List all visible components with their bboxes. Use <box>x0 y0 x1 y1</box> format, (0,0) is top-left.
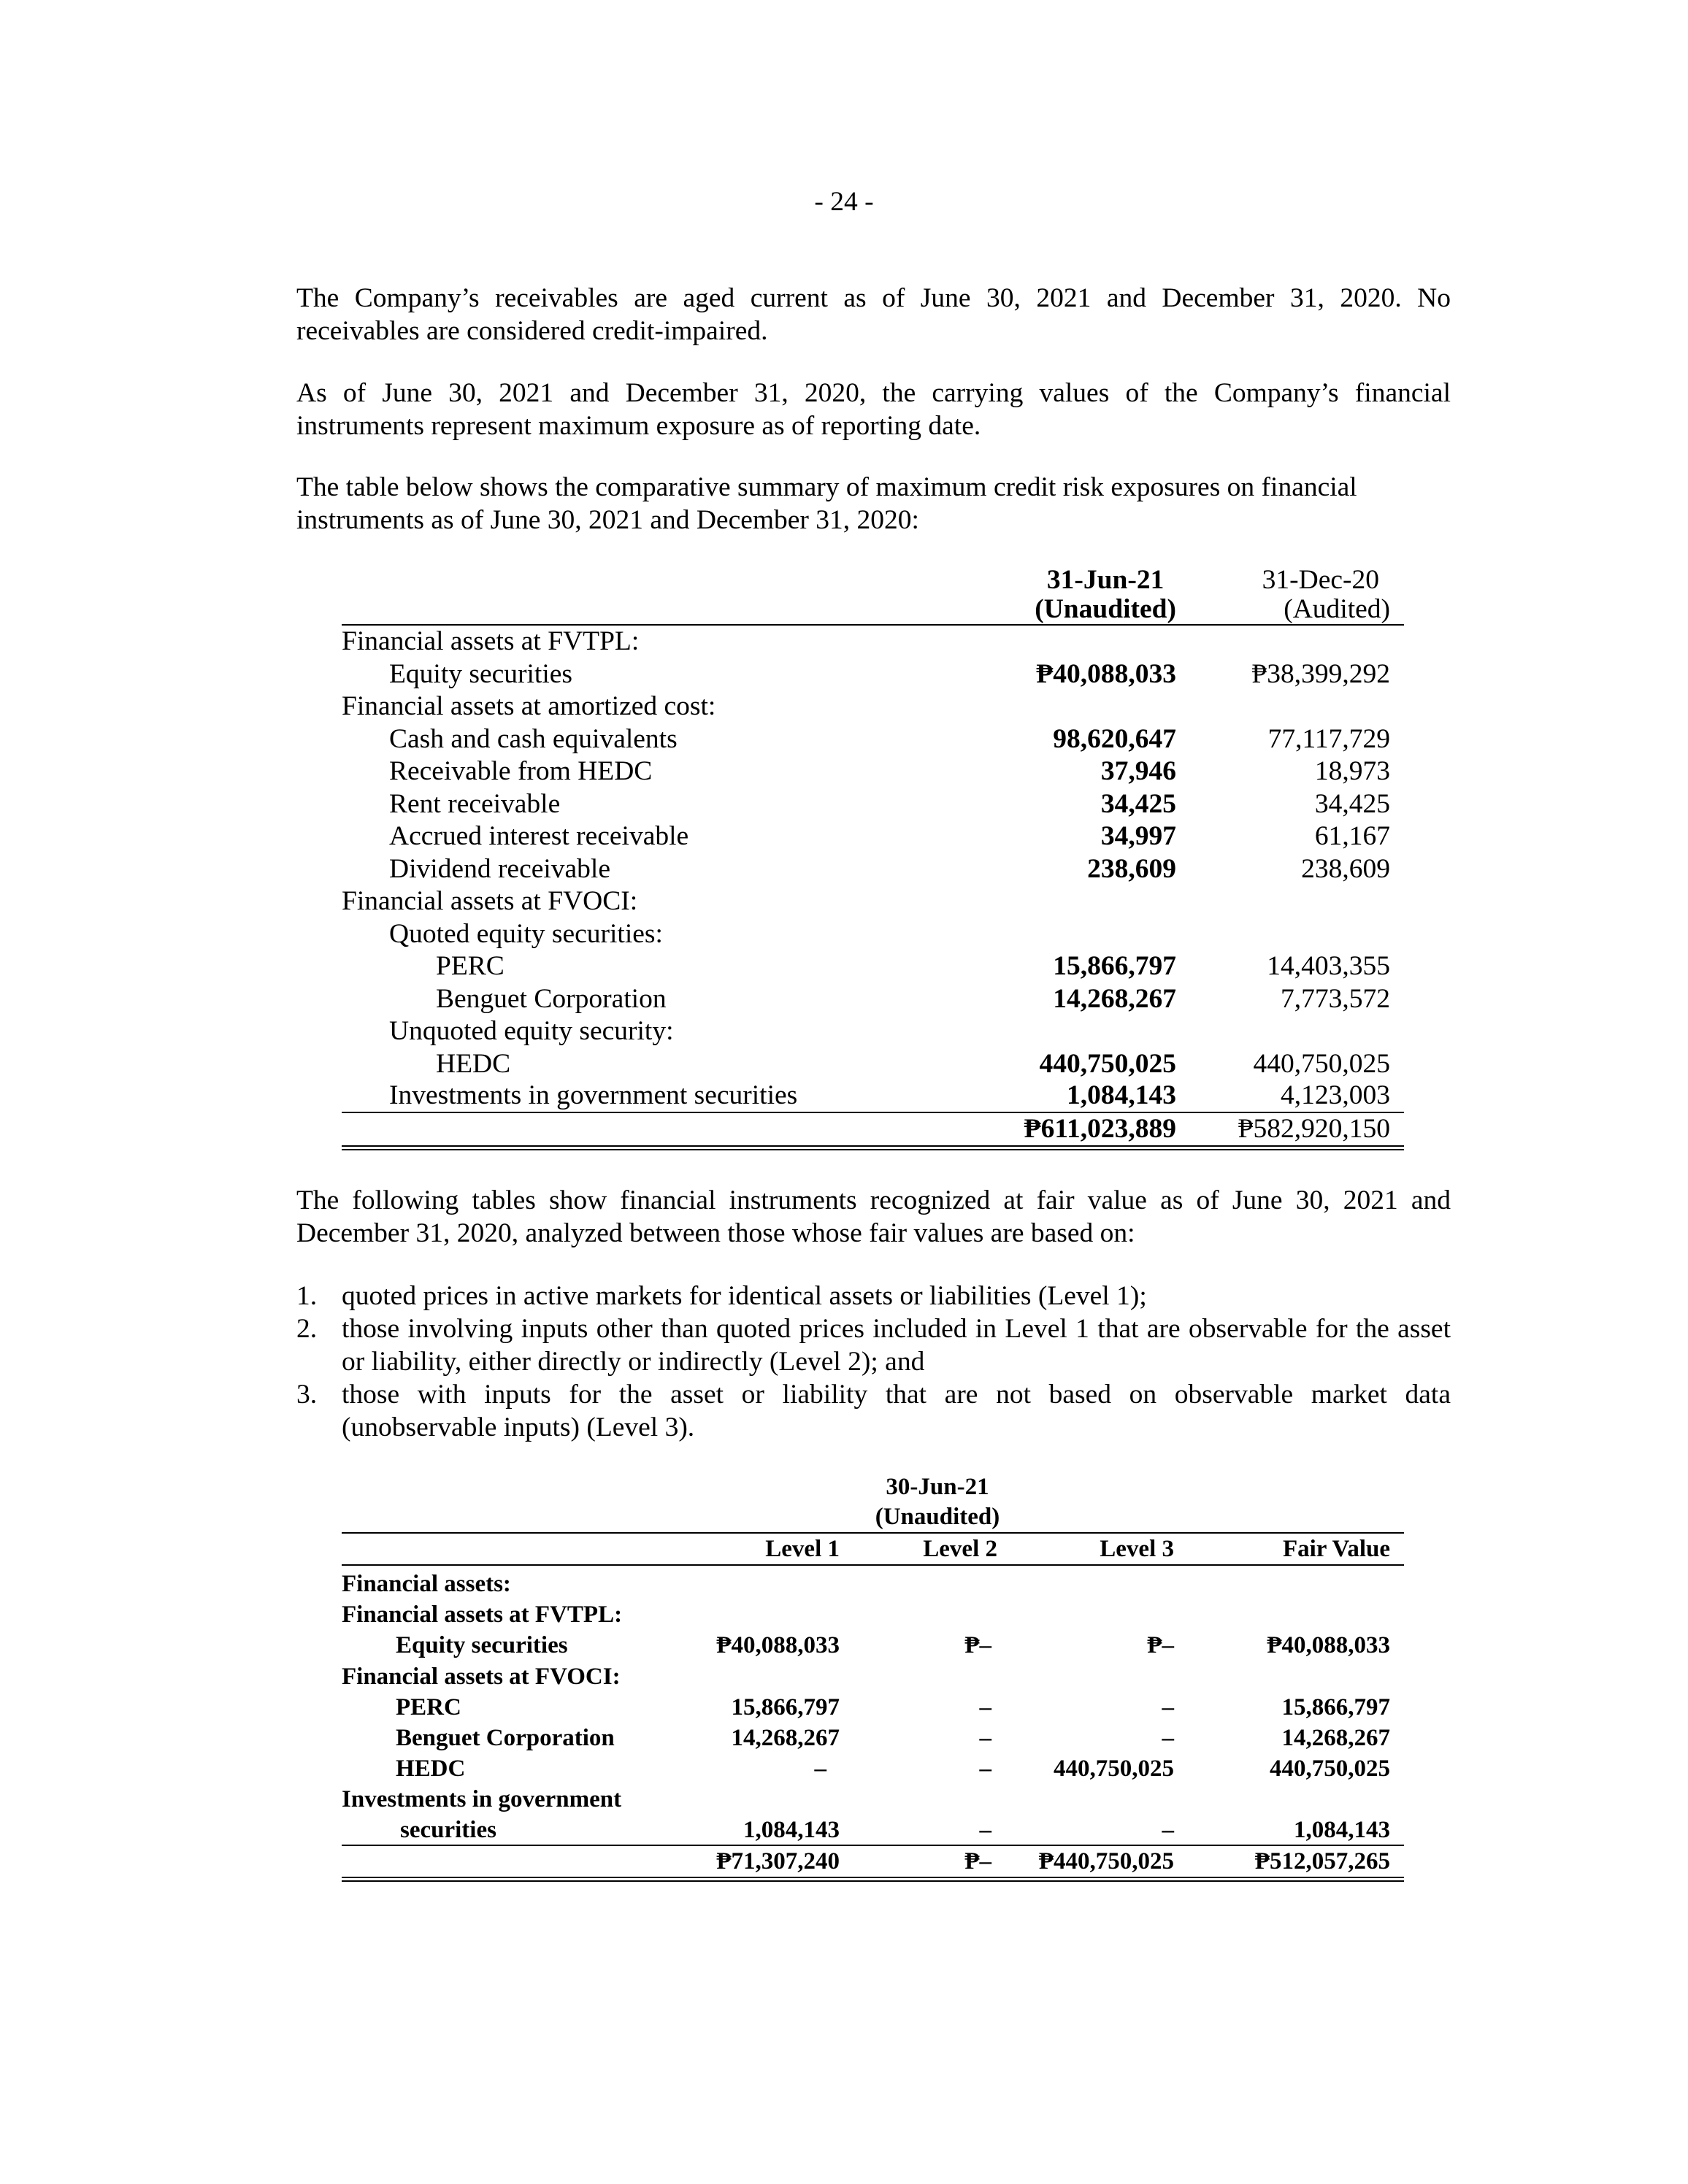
period-date: 30-Jun-21 <box>886 1474 989 1500</box>
row-label: Quoted equity securities: <box>389 918 663 949</box>
value-level-3: – <box>1162 1693 1174 1720</box>
list-text <box>342 1378 1451 1444</box>
list-item <box>296 1280 1451 1312</box>
value-fair-value: 14,268,267 <box>1281 1724 1390 1751</box>
column-date: 31-Jun-21 <box>1046 565 1165 595</box>
value-jun-2021: 440,750,025 <box>1039 1048 1176 1079</box>
row-label: Dividend receivable <box>389 853 610 884</box>
column-header-level-1: Level 1 <box>765 1536 840 1562</box>
total-row <box>342 1846 1404 1882</box>
table-row <box>342 853 1404 886</box>
row-label: Benguet Corporation <box>396 1724 615 1751</box>
row-label: Financial assets at FVTPL: <box>342 1602 623 1629</box>
table-row <box>342 1784 1404 1815</box>
value-jun-2021 <box>993 885 1176 918</box>
value-level-2: – <box>979 1693 991 1720</box>
list-number: 3. <box>296 1380 318 1410</box>
table-row <box>342 1723 1404 1753</box>
row-label: Investments in government securities <box>389 1080 798 1110</box>
value-level-2: – <box>979 1816 991 1843</box>
value-jun-2021: 37,946 <box>1100 756 1176 786</box>
value-dec-2020: 7,773,572 <box>1281 983 1390 1014</box>
header-spacer <box>342 566 993 624</box>
row-label: Equity securities <box>389 658 572 689</box>
paragraph-table-intro <box>296 471 1451 537</box>
column-header-level-2: Level 2 <box>923 1536 997 1562</box>
column-date: 31-Dec-20 <box>1262 565 1379 595</box>
value-dec-2020: ₱38,399,292 <box>1251 658 1390 689</box>
row-label: Investments in government <box>342 1786 622 1813</box>
value-dec-2020 <box>1176 691 1404 723</box>
value-fair-value: 15,866,797 <box>1281 1693 1390 1720</box>
row-label: Financial assets at amortized cost: <box>342 691 716 721</box>
table-row <box>342 1753 1404 1784</box>
list-line: or liability, either directly or indirectly (Level 2); and <box>342 1347 925 1377</box>
paragraph-maximum-exposure <box>296 377 1451 442</box>
column-header-fair-value: Fair Value <box>1282 1536 1390 1562</box>
list-line: those involving inputs other than quoted prices included in Level 1 that are observable for the asset <box>342 1314 1451 1344</box>
row-label: PERC <box>396 1693 461 1720</box>
table-row <box>342 1661 1404 1692</box>
value-dec-2020 <box>1176 885 1404 918</box>
value-jun-2021: ₱40,088,033 <box>1036 658 1176 689</box>
row-label: Benguet Corporation <box>436 983 667 1014</box>
row-label: securities <box>400 1816 496 1843</box>
total-row <box>342 1113 1404 1151</box>
row-label: Financial assets at FVOCI: <box>342 1663 621 1690</box>
value-level-1: 14,268,267 <box>731 1724 840 1751</box>
row-label: Equity securities <box>396 1632 568 1659</box>
list-line: (unobservable inputs) (Level 3). <box>342 1412 695 1442</box>
paragraph-line: The table below shows the comparative summary of maximum credit risk exposures on financial <box>296 472 1357 502</box>
period-status: (Unaudited) <box>875 1504 1000 1530</box>
table-row <box>342 788 1404 821</box>
fair-value-table <box>342 1472 1404 1882</box>
credit-risk-table <box>342 566 1404 1150</box>
column-header-level-3: Level 3 <box>1100 1536 1174 1562</box>
row-label: PERC <box>436 951 505 981</box>
fair-value-levels-list <box>296 1280 1451 1444</box>
fair-value-table-title <box>342 1472 1404 1532</box>
row-label: Receivable from HEDC <box>389 756 653 786</box>
value-level-2: – <box>979 1756 991 1783</box>
value-dec-2020: 34,425 <box>1314 788 1390 819</box>
table-row <box>342 1692 1404 1723</box>
paragraph-line: instruments as of June 30, 2021 and December 31, 2020: <box>296 505 919 535</box>
table-row <box>342 1015 1404 1048</box>
table-row <box>342 1048 1404 1081</box>
value-level-2: – <box>979 1724 991 1751</box>
value-level-1: ₱40,088,033 <box>716 1632 840 1659</box>
value-dec-2020 <box>1176 1015 1404 1048</box>
list-item <box>296 1312 1451 1378</box>
value-dec-2020 <box>1176 918 1404 951</box>
total-level-3: ₱440,750,025 <box>1038 1847 1174 1875</box>
value-fair-value: 440,750,025 <box>1270 1756 1390 1783</box>
value-level-1: 15,866,797 <box>731 1693 840 1720</box>
page-number: - 24 - <box>814 187 874 217</box>
value-fair-value: 1,084,143 <box>1294 1816 1390 1843</box>
value-jun-2021 <box>993 691 1176 723</box>
total-level-1: ₱71,307,240 <box>716 1847 840 1875</box>
column-header-dec-2020 <box>1176 566 1404 624</box>
value-level-1: – <box>814 1756 826 1783</box>
value-jun-2021 <box>993 918 1176 951</box>
row-label: Financial assets at FVOCI: <box>342 886 638 916</box>
value-level-1: 1,084,143 <box>743 1816 840 1843</box>
paragraph-fair-value-intro <box>296 1184 1451 1250</box>
row-label: Unquoted equity security: <box>389 1016 674 1046</box>
table-row <box>342 1630 1404 1661</box>
total-label-spacer <box>342 1846 701 1877</box>
list-text <box>342 1312 1451 1378</box>
paragraph-line: The following tables show financial instruments recognized at fair value as of June 30, 2021 and <box>296 1185 1451 1215</box>
value-jun-2021: 34,425 <box>1100 788 1176 819</box>
paragraph-line: instruments represent maximum exposure as of reporting date. <box>296 411 981 441</box>
value-jun-2021: 238,609 <box>1087 853 1176 884</box>
value-level-3: ₱– <box>1147 1632 1174 1659</box>
credit-risk-table-header <box>342 566 1404 626</box>
value-dec-2020: 440,750,025 <box>1253 1048 1390 1079</box>
paragraph-line: December 31, 2020, analyzed between those whose fair values are based on: <box>296 1218 1135 1248</box>
fair-value-table-header <box>342 1532 1404 1566</box>
total-dec-2020: ₱582,920,150 <box>1238 1113 1390 1144</box>
value-dec-2020 <box>1176 626 1404 658</box>
table-row <box>342 1599 1404 1630</box>
value-level-3: – <box>1162 1816 1174 1843</box>
value-jun-2021: 15,866,797 <box>1053 951 1176 981</box>
paragraph-line: The Company’s receivables are aged current as of June 30, 2021 and December 31, 2020. No <box>296 283 1451 313</box>
value-dec-2020: 61,167 <box>1314 821 1390 851</box>
value-level-2: ₱– <box>964 1632 991 1659</box>
list-text <box>342 1280 1451 1312</box>
total-fair-value: ₱512,057,265 <box>1254 1847 1390 1875</box>
column-status: (Unaudited) <box>1035 594 1176 624</box>
row-label: Financial assets at FVTPL: <box>342 626 640 656</box>
list-number: 1. <box>296 1281 318 1311</box>
table-row <box>342 658 1404 691</box>
table-row <box>342 755 1404 788</box>
header-spacer <box>342 1534 701 1564</box>
column-status: (Audited) <box>1284 594 1390 624</box>
list-line: those with inputs for the asset or liability that are not based on observable market data <box>342 1380 1451 1410</box>
value-dec-2020: 77,117,729 <box>1267 723 1390 754</box>
list-line: quoted prices in active markets for identical assets or liabilities (Level 1); <box>342 1281 1147 1311</box>
column-header-jun-2021 <box>993 566 1176 624</box>
value-level-3: 440,750,025 <box>1054 1756 1174 1783</box>
paragraph-line: As of June 30, 2021 and December 31, 2020, the carrying values of the Company’s financial <box>296 378 1451 408</box>
total-label-spacer <box>342 1113 993 1146</box>
list-item <box>296 1378 1451 1444</box>
value-dec-2020: 14,403,355 <box>1267 951 1390 981</box>
value-jun-2021 <box>993 1015 1176 1048</box>
total-jun-2021: ₱611,023,889 <box>1024 1113 1176 1144</box>
table-row <box>342 1815 1404 1846</box>
value-jun-2021: 98,620,647 <box>1053 723 1176 754</box>
table-row <box>342 820 1404 853</box>
table-row <box>342 885 1404 918</box>
value-fair-value: ₱40,088,033 <box>1267 1632 1390 1659</box>
table-row <box>342 691 1404 723</box>
period-heading <box>701 1472 1174 1532</box>
row-label: Cash and cash equivalents <box>389 723 678 754</box>
table-row <box>342 723 1404 756</box>
row-label: HEDC <box>436 1048 511 1079</box>
table-row <box>342 1569 1404 1599</box>
table-row <box>342 1080 1404 1113</box>
value-jun-2021: 1,084,143 <box>1067 1080 1176 1110</box>
value-jun-2021: 14,268,267 <box>1053 983 1176 1014</box>
value-dec-2020: 238,609 <box>1301 853 1390 884</box>
value-jun-2021: 34,997 <box>1100 821 1176 851</box>
row-label: HEDC <box>396 1756 466 1783</box>
value-level-3: – <box>1162 1724 1174 1751</box>
value-dec-2020: 4,123,003 <box>1281 1080 1390 1110</box>
fair-value-table-body <box>342 1569 1404 1882</box>
value-jun-2021 <box>993 626 1176 658</box>
row-label: Rent receivable <box>389 788 561 819</box>
list-number: 2. <box>296 1314 318 1344</box>
row-label: Accrued interest receivable <box>389 821 689 851</box>
table-row <box>342 950 1404 983</box>
table-row <box>342 983 1404 1016</box>
total-level-2: ₱– <box>964 1847 991 1875</box>
paragraph-line: receivables are considered credit-impaired. <box>296 316 768 346</box>
table-row <box>342 626 1404 658</box>
paragraph-receivables-aging <box>296 282 1451 347</box>
table-row <box>342 918 1404 951</box>
row-label: Financial assets: <box>342 1571 511 1597</box>
value-dec-2020: 18,973 <box>1314 756 1390 786</box>
